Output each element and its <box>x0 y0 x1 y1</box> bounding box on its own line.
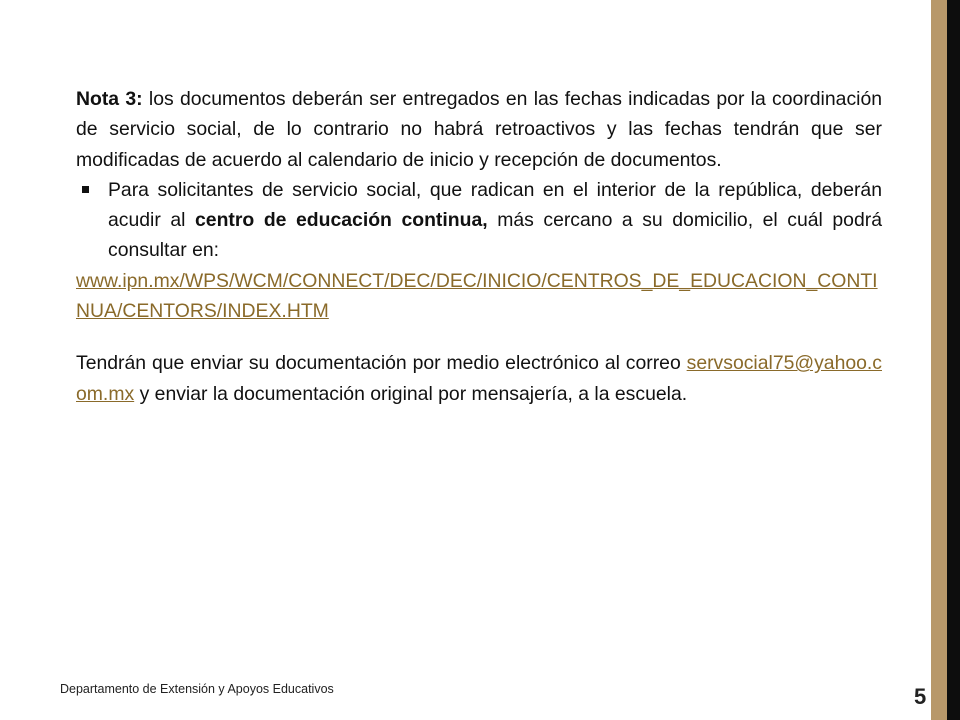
bullet-bold-text: centro de educación continua, <box>195 209 488 232</box>
bullet-text-after: más cercano a su domicilio, el cuál podrá consultar en: <box>108 209 882 262</box>
sidebar-accent-strip <box>931 0 947 720</box>
footer-department: Departamento de Extensión y Apoyos Educativos <box>60 682 334 696</box>
closing-text-after: y enviar la documentación original por mensajería, a la escuela. <box>134 382 688 405</box>
bullet-item <box>76 175 882 266</box>
note-text: los documentos deberán ser entregados en las fechas indicadas por la coordinación de servicio social, de lo contrario no habrá retroactivos y las fechas tendrán que ser modificadas de acuerdo al calendario de inicio y recepción de documentos. <box>76 88 883 171</box>
page-number: 5 <box>914 684 927 709</box>
closing-paragraph <box>76 348 882 409</box>
slide-content <box>76 84 882 409</box>
email-link[interactable]: servsocial75@yahoo.com.mx <box>76 352 882 405</box>
note-label: Nota 3: <box>76 88 143 110</box>
link-paragraph <box>76 266 882 327</box>
closing-text-before: Tendrán que enviar su documentación por medio electrónico al correo <box>76 352 687 375</box>
bullet-text-before: Para solicitantes de servicio social, que radican en el interior de la república, deberán acudir al <box>108 178 882 232</box>
note-paragraph <box>76 84 882 175</box>
square-bullet-icon <box>82 186 89 193</box>
centers-url-link[interactable]: www.ipn.mx/WPS/WCM/CONNECT/DEC/DEC/INICIO/CENTROS_DE_EDUCACION_CONTINUA/CENTORS/INDEX.HTM <box>76 269 878 323</box>
sidebar-dark-bar <box>947 0 960 720</box>
